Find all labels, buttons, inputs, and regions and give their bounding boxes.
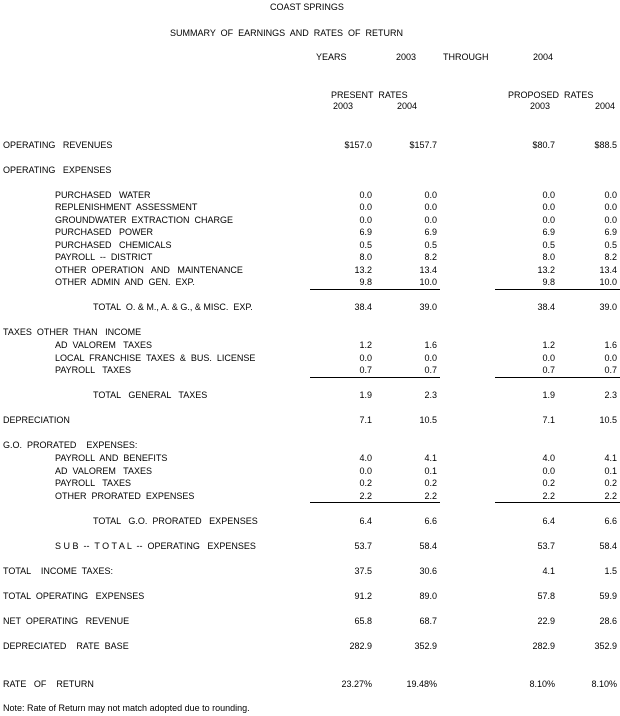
row-value: 65.8 <box>354 616 372 626</box>
row-value: $88.5 <box>594 140 617 150</box>
row-value: 6.4 <box>542 516 555 526</box>
row-label: OPERATING REVENUES <box>3 140 113 150</box>
row-value: 1.2 <box>359 340 372 350</box>
row-value: 38.4 <box>537 302 555 312</box>
row-value: 0.7 <box>359 365 372 375</box>
present-rates-header: PRESENT RATES <box>331 90 408 100</box>
proposed-year-2: 2004 <box>595 101 616 111</box>
present-year-2: 2004 <box>397 101 418 111</box>
row-label: NET OPERATING REVENUE <box>3 616 130 626</box>
row-label: TOTAL O. & M., A. & G., & MISC. EXP. <box>93 302 253 312</box>
row-label: TOTAL G.O. PRORATED EXPENSES <box>93 516 258 526</box>
row-value: 282.9 <box>532 641 555 651</box>
prorated-rule-present <box>310 502 440 503</box>
row-value: 6.6 <box>604 516 617 526</box>
row-value: 0.0 <box>359 190 372 200</box>
row-label: DEPRECIATION <box>3 415 70 425</box>
row-value: 22.9 <box>537 616 555 626</box>
row-label: TOTAL OPERATING EXPENSES <box>3 591 145 601</box>
row-value: 6.4 <box>359 516 372 526</box>
company-name: COAST SPRINGS <box>270 2 344 12</box>
row-value: 9.8 <box>359 277 372 287</box>
row-value: 13.4 <box>599 265 617 275</box>
row-value: 6.9 <box>542 227 555 237</box>
row-value: 2.2 <box>542 491 555 501</box>
row-value: 282.9 <box>349 641 372 651</box>
row-value: 53.7 <box>354 541 372 551</box>
row-value: 10.5 <box>419 415 437 425</box>
row-value: 1.9 <box>542 390 555 400</box>
row-label: OTHER PRORATED EXPENSES <box>55 491 195 501</box>
row-value: 13.4 <box>419 265 437 275</box>
row-value: 0.0 <box>542 353 555 363</box>
row-value: 8.2 <box>604 252 617 262</box>
row-label: AD VALOREM TAXES <box>55 340 153 350</box>
row-value: 23.27% <box>341 679 372 689</box>
row-value: 6.9 <box>359 227 372 237</box>
row-value: 37.5 <box>354 566 372 576</box>
row-label: PURCHASED CHEMICALS <box>55 240 172 250</box>
row-value: 10.5 <box>599 415 617 425</box>
row-value: 4.1 <box>542 566 555 576</box>
row-value: 352.9 <box>414 641 437 651</box>
row-value: 2.2 <box>359 491 372 501</box>
row-value: $157.0 <box>344 140 372 150</box>
proposed-year-1: 2003 <box>530 101 551 111</box>
row-label: OPERATING EXPENSES <box>3 165 112 175</box>
row-value: 8.10% <box>529 679 555 689</box>
row-value: 6.9 <box>424 227 437 237</box>
row-value: 28.6 <box>599 616 617 626</box>
through-label: THROUGH <box>443 52 489 62</box>
row-label: TOTAL INCOME TAXES: <box>3 566 114 576</box>
row-value: 13.2 <box>354 265 372 275</box>
footnote: Note: Rate of Return may not match adopted due to rounding. <box>3 703 250 713</box>
row-value: 0.0 <box>604 215 617 225</box>
row-value: 58.4 <box>419 541 437 551</box>
row-value: 0.0 <box>359 202 372 212</box>
row-value: 7.1 <box>542 415 555 425</box>
row-label: DEPRECIATED RATE BASE <box>3 641 129 651</box>
row-value: 1.6 <box>424 340 437 350</box>
row-value: 6.9 <box>604 227 617 237</box>
row-value: 9.8 <box>542 277 555 287</box>
row-label: GROUNDWATER EXTRACTION CHARGE <box>55 215 234 225</box>
row-value: 0.0 <box>424 190 437 200</box>
row-value: 0.5 <box>604 240 617 250</box>
row-value: 2.2 <box>424 491 437 501</box>
subtotal-rule-proposed <box>495 289 620 290</box>
row-label: RATE OF RETURN <box>3 679 94 689</box>
row-value: 13.2 <box>537 265 555 275</box>
row-label: PAYROLL TAXES <box>55 478 132 488</box>
row-value: 10.0 <box>599 277 617 287</box>
row-value: 0.0 <box>424 215 437 225</box>
row-value: 30.6 <box>419 566 437 576</box>
row-value: 89.0 <box>419 591 437 601</box>
row-value: 6.6 <box>424 516 437 526</box>
row-value: 0.2 <box>424 478 437 488</box>
row-value: 2.3 <box>604 390 617 400</box>
row-value: 0.5 <box>542 240 555 250</box>
row-label: PAYROLL TAXES <box>55 365 132 375</box>
row-value: 2.3 <box>424 390 437 400</box>
row-value: 1.6 <box>604 340 617 350</box>
row-value: 0.0 <box>359 215 372 225</box>
row-value: 39.0 <box>419 302 437 312</box>
row-label: PAYROLL AND BENEFITS <box>55 453 168 463</box>
row-value: 59.9 <box>599 591 617 601</box>
row-value: 1.9 <box>359 390 372 400</box>
row-label: OTHER OPERATION AND MAINTENANCE <box>55 265 243 275</box>
taxes-rule-present <box>310 377 440 378</box>
row-value: 1.2 <box>542 340 555 350</box>
row-value: 0.0 <box>542 202 555 212</box>
row-value: 68.7 <box>419 616 437 626</box>
row-value: 4.1 <box>604 453 617 463</box>
row-value: 8.2 <box>424 252 437 262</box>
taxes-rule-proposed <box>495 377 620 378</box>
row-value: 0.0 <box>542 466 555 476</box>
row-value: 0.0 <box>424 353 437 363</box>
subtotal-rule-present <box>310 289 440 290</box>
row-value: 0.2 <box>604 478 617 488</box>
row-value: 0.0 <box>359 353 372 363</box>
row-value: 10.0 <box>419 277 437 287</box>
row-value: 0.5 <box>359 240 372 250</box>
row-value: 7.1 <box>359 415 372 425</box>
row-value: 4.0 <box>542 453 555 463</box>
row-value: 0.1 <box>424 466 437 476</box>
row-value: 0.1 <box>604 466 617 476</box>
row-value: 0.0 <box>604 202 617 212</box>
row-label: PAYROLL -- DISTRICT <box>55 252 153 262</box>
year-from: 2003 <box>396 52 417 62</box>
row-value: 0.7 <box>542 365 555 375</box>
row-value: 19.48% <box>406 679 437 689</box>
row-value: 0.7 <box>424 365 437 375</box>
row-value: 57.8 <box>537 591 555 601</box>
present-year-1: 2003 <box>333 101 354 111</box>
row-value: 0.0 <box>542 190 555 200</box>
row-value: 8.0 <box>359 252 372 262</box>
row-label: PURCHASED POWER <box>55 227 154 237</box>
row-value: $157.7 <box>409 140 437 150</box>
row-value: 8.10% <box>591 679 617 689</box>
year-to: 2004 <box>533 52 554 62</box>
row-value: 0.2 <box>542 478 555 488</box>
row-value: 0.2 <box>359 478 372 488</box>
row-label: PURCHASED WATER <box>55 190 151 200</box>
row-value: 58.4 <box>599 541 617 551</box>
row-value: 0.0 <box>604 190 617 200</box>
row-value: 2.2 <box>604 491 617 501</box>
row-value: 8.0 <box>542 252 555 262</box>
row-value: 0.5 <box>424 240 437 250</box>
row-label: REPLENISHMENT ASSESSMENT <box>55 202 198 212</box>
row-value: 0.0 <box>424 202 437 212</box>
row-value: 91.2 <box>354 591 372 601</box>
prorated-rule-proposed <box>495 502 620 503</box>
row-label: OTHER ADMIN AND GEN. EXP. <box>55 277 195 287</box>
row-value: 53.7 <box>537 541 555 551</box>
report-title: SUMMARY OF EARNINGS AND RATES OF RETURN <box>170 28 404 38</box>
row-label: AD VALOREM TAXES <box>55 466 153 476</box>
row-label: S U B -- T O T A L -- OPERATING EXPENSES <box>55 541 256 551</box>
row-value: $80.7 <box>532 140 555 150</box>
row-value: 352.9 <box>594 641 617 651</box>
row-value: 1.5 <box>604 566 617 576</box>
row-label: TAXES OTHER THAN INCOME <box>3 327 142 337</box>
row-value: 4.0 <box>359 453 372 463</box>
row-value: 0.0 <box>359 466 372 476</box>
row-label: TOTAL GENERAL TAXES <box>93 390 208 400</box>
row-value: 0.7 <box>604 365 617 375</box>
proposed-rates-header: PROPOSED RATES <box>508 90 594 100</box>
row-value: 0.0 <box>542 215 555 225</box>
row-label: G.O. PRORATED EXPENSES: <box>3 440 138 450</box>
years-label: YEARS <box>316 52 347 62</box>
row-label: LOCAL FRANCHISE TAXES & BUS. LICENSE <box>55 353 256 363</box>
row-value: 38.4 <box>354 302 372 312</box>
row-value: 4.1 <box>424 453 437 463</box>
row-value: 39.0 <box>599 302 617 312</box>
row-value: 0.0 <box>604 353 617 363</box>
